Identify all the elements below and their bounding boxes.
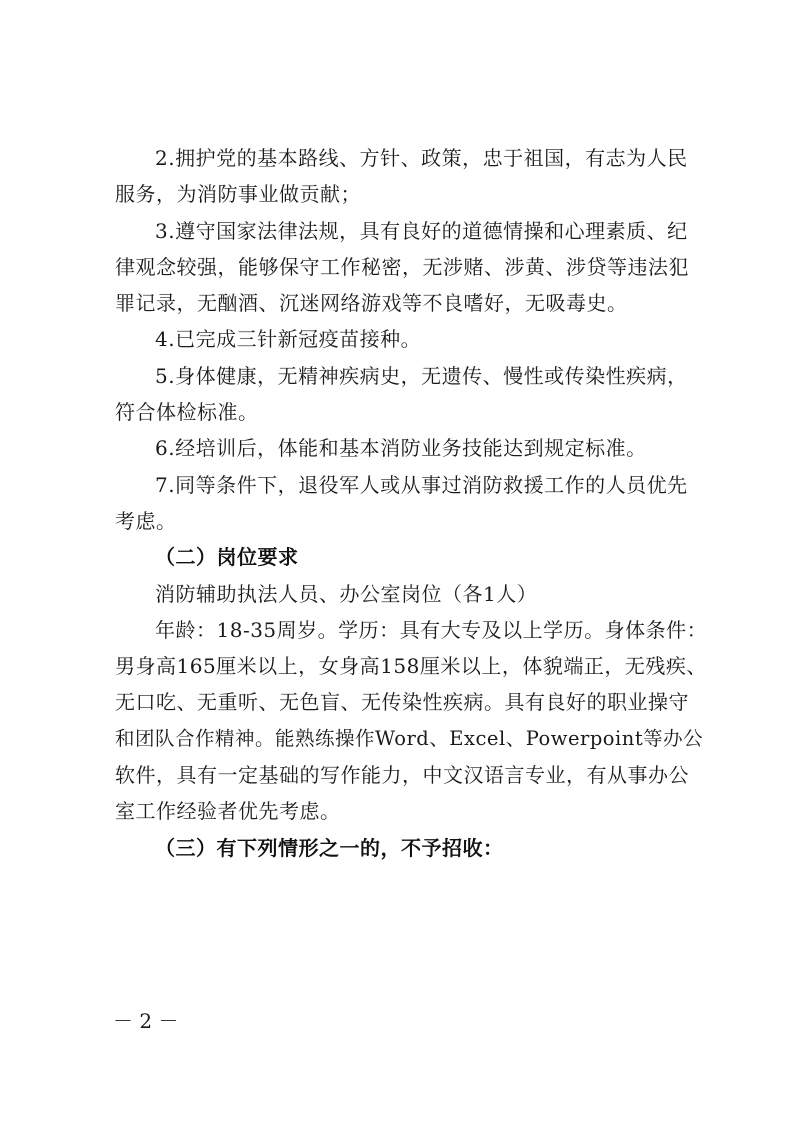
text-line: 3.遵守国家法律法规，具有良好的道德情操和心理素质、纪 [155, 218, 688, 243]
document-body [115, 140, 715, 866]
text-line: 律观念较强，能够保守工作秘密，无涉赌、涉黄、涉贷等违法犯 [115, 254, 689, 279]
text-line: 5.身体健康，无精神疾病史，无遗传、慢性或传染性疾病， [155, 363, 688, 388]
text-line: 无口吃、无重听、无色盲、无传染性疾病。具有良好的职业操守 [115, 690, 689, 715]
text-line: 和团队合作精神。能熟练操作Word、Excel、Powerpoint等办公 [115, 726, 704, 750]
text-line: 考虑。 [115, 508, 177, 533]
text-line: 7.同等条件下，退役军人或从事过消防救援工作的人员优先 [155, 472, 688, 497]
section-heading: （二）岗位要求 [155, 545, 299, 570]
text-line: 罪记录，无酗酒、沉迷网络游戏等不良嗜好，无吸毒史。 [115, 291, 628, 316]
text-line: 4.已完成三针新冠疫苗接种。 [155, 327, 422, 352]
text-line: 软件，具有一定基础的写作能力，中文汉语言专业，有从事办公 [115, 763, 689, 788]
text-line: 服务，为消防事业做贡献； [115, 182, 361, 207]
text-line: 男身高165厘米以上，女身高158厘米以上，体貌端正，无残疾、 [115, 654, 707, 679]
section-heading: （三）有下列情形之一的，不予招收： [155, 835, 504, 860]
text-line: 消防辅助执法人员、办公室岗位（各1人） [155, 581, 538, 606]
text-line: 符合体检标准。 [115, 400, 259, 425]
text-line: 年龄：18-35周岁。学历：具有大专及以上学历。身体条件： [155, 617, 708, 642]
text-line: 6.经培训后，体能和基本消防业务技能达到规定标准。 [155, 436, 647, 461]
text-line: 室工作经验者优先考虑。 [115, 799, 341, 824]
page-number: － 2 － [113, 1009, 179, 1033]
text-line: 2.拥护党的基本路线、方针、政策，忠于祖国，有志为人民 [155, 146, 688, 170]
